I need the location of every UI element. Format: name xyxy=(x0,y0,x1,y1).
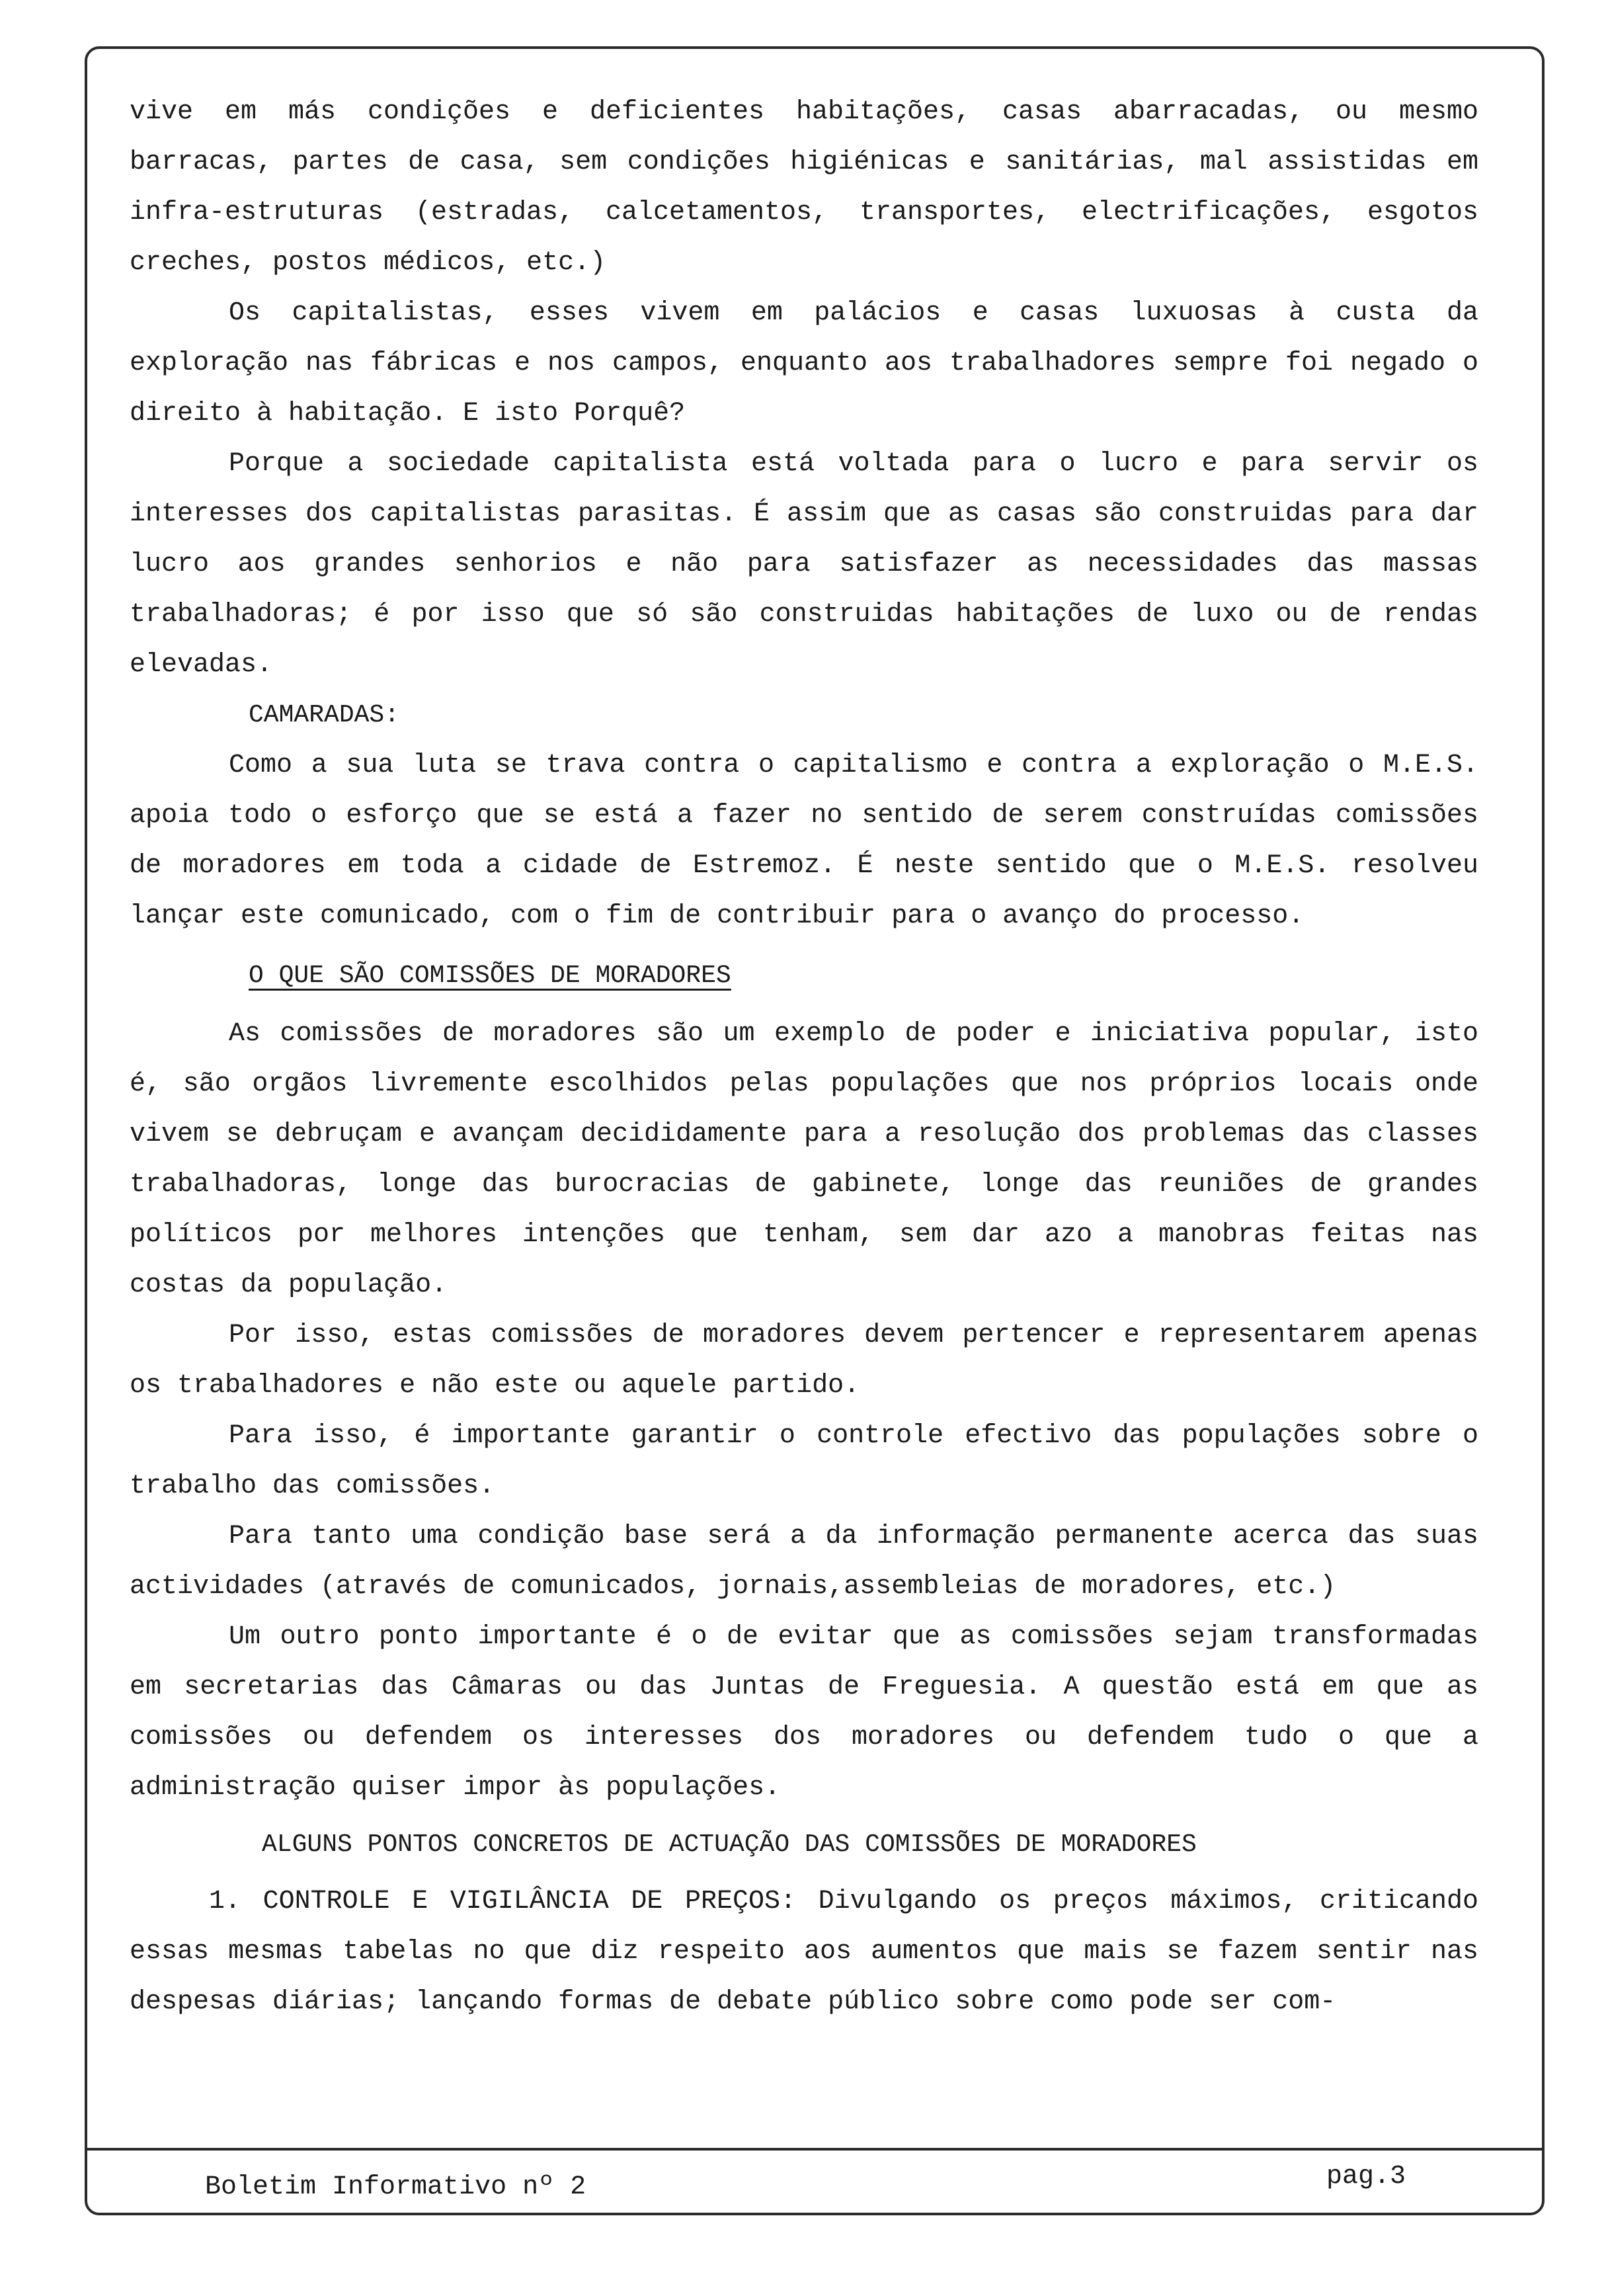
section-heading xyxy=(130,951,1478,1001)
subheading: ALGUNS PONTOS CONCRETOS DE ACTUAÇÃO DAS COMISSÕES DE MORADORES xyxy=(262,1830,1197,1859)
section-heading-text: O QUE SÃO COMISSÕES DE MORADORES xyxy=(249,962,731,990)
paragraph-section-3: Para isso, é importante garantir o controle efectivo das populações sobre o trabalho das comissões. xyxy=(130,1421,1478,1501)
page-number: pag.3 xyxy=(1326,2162,1406,2192)
paragraph-capitalist-society: Porque a sociedade capitalista está voltada para o lucro e para servir os interesses dos capitalistas parasitas. É assim que as casas são construidas para dar lucro aos grandes senhorios e não para satisfazer as necessidades das massas trabalhadoras; é por isso que só são construidas habitações de luxo ou de rendas elevadas. xyxy=(130,449,1478,680)
paragraph-section-2: Por isso, estas comissões de moradores devem pertencer e representarem apenas os trabalhadores e não este ou aquele partido. xyxy=(130,1321,1478,1401)
camaradas-label: CAMARADAS: xyxy=(249,701,400,729)
paragraph-section-1: As comissões de moradores são um exemplo de poder e iniciativa popular, isto é, são orgãos livremente escolhidos pelas populações que nos próprios locais onde vivem se debruçam e avançam decididamente para a resolução dos problemas das classes trabalhadoras, longe das burocracias de gabinete, longe das reuniões de grandes políticos por melhores intenções que tenham, sem dar azo a manobras feitas nas costas da população. xyxy=(130,1019,1478,1300)
paragraph-intro: vive em más condições e deficientes habitações, casas abarracadas, ou mesmo barracas, partes de casa, sem condições higiénicas e sanitárias, mal assistidas em infra-estruturas (estradas, calcetamentos, transportes, electrificações, esgotos creches, postos médicos, etc.) xyxy=(130,97,1478,278)
footer-title: Boletim Informativo nº 2 xyxy=(205,2172,586,2202)
paragraph-camaradas: Como a sua luta se trava contra o capitalismo e contra a exploração o M.E.S. apoia todo o esforço que se está a fazer no sentido de serem construídas comissões de moradores em toda a cidade de Estremoz. É neste sentido que o M.E.S. resolveu lançar este comunicado, com o fim de contribuir para o avanço do processo. xyxy=(130,751,1478,931)
paragraph-capitalists: Os capitalistas, esses vivem em palácios e casas luxuosas à custa da exploração nas fábricas e nos campos, enquanto aos trabalhadores sempre foi negado o direito à habitação. E isto Porquê? xyxy=(130,298,1478,429)
footer-divider xyxy=(85,2148,1545,2151)
paragraph-section-4: Para tanto uma condição base será a da informação permanente acerca das suas actividades (através de comunicados, jornais,assembleias de moradores, etc.) xyxy=(130,1522,1478,1602)
paragraph-section-5: Um outro ponto importante é o de evitar que as comissões sejam transformadas em secretarias das Câmaras ou das Juntas de Freguesia. A questão está em que as comissões ou defendem os interesses dos moradores ou defendem tudo o que a administração quiser impor às populações. xyxy=(130,1622,1478,1803)
document-body xyxy=(130,87,1478,2028)
numbered-item-1: 1. CONTROLE E VIGILÂNCIA DE PREÇOS: Divulgando os preços máximos, criticando essas mesmas tabelas no que diz respeito aos aumentos que mais se fazem sentir nas despesas diárias; lançando formas de debate público sobre como pode ser com- xyxy=(130,1887,1478,2017)
